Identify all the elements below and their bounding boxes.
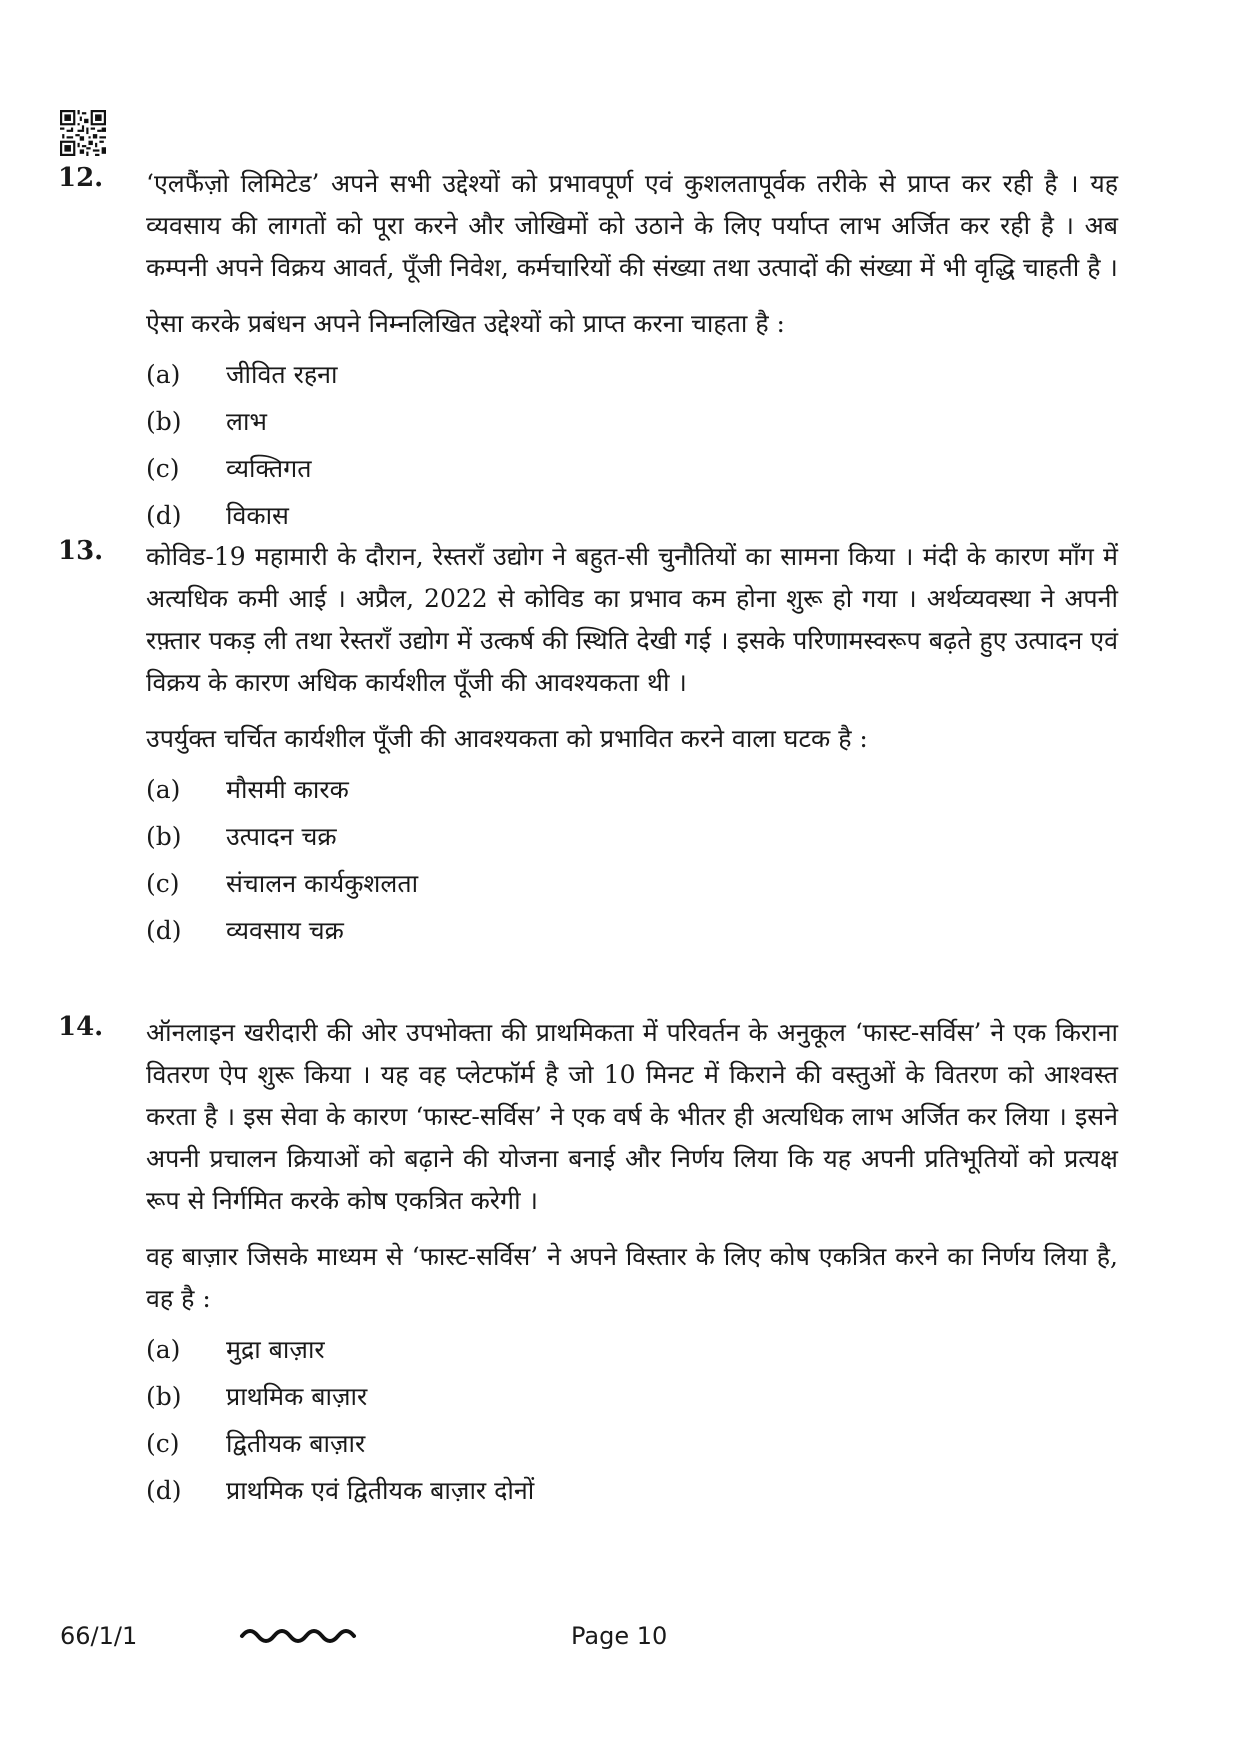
question-paragraph: ‘एलफैंज़ो लिमिटेड’ अपने सभी उद्देश्यों को प्रभावपूर्ण एवं कुशलतापूर्वक तरीके से प्राप्त कर रही है । यह व्यवसाय की लागतों को पूरा करने और जोखिमों को उठाने के लिए पर्याप्त लाभ अर्जित कर रही है । अब कम्पनी अपने विक्रय आवर्त, पूँजी निवेश, कर्मचारियों की संख्या तथा उत्पादों की संख्या में भी वृद्धि चाहती है । [146,169,1118,282]
tilde-ornament-icon [238,1620,358,1650]
option-a[interactable] [146,1326,1118,1373]
question-number: 14. [58,1012,104,1042]
options-list [146,351,1118,539]
option-b[interactable] [146,398,1118,445]
option-label: (d) [146,501,182,530]
option-text: विकास [226,501,289,530]
option-text: संचालन कार्यकुशलता [226,869,419,898]
qr-code [60,110,106,156]
option-text: द्वितीयक बाज़ार [226,1429,366,1458]
option-label: (c) [146,869,180,898]
options-list [146,1326,1118,1514]
option-a[interactable] [146,766,1118,813]
option-label: (a) [146,775,181,804]
question-number: 13. [58,536,104,566]
option-b[interactable] [146,1373,1118,1420]
question-13 [58,536,1118,954]
question-paragraph: कोविड-19 महामारी के दौरान, रेस्तराँ उद्योग ने बहुत-सी चुनौतियों का सामना किया । मंदी के कारण माँग में अत्यधिक कमी आई । अप्रैल, 2022 से कोविड का प्रभाव कम होना शुरू हो गया । अर्थव्यवस्था ने अपनी रफ़्तार पकड़ ली तथा रेस्तराँ उद्योग में उत्कर्ष की स्थिति देखी गई । इसके परिणामस्वरूप बढ़ते हुए उत्पादन एवं विक्रय के कारण अधिक कार्यशील पूँजी की आवश्यकता थी । [146,542,1118,697]
option-text: व्यवसाय चक्र [226,916,344,945]
option-label: (c) [146,454,180,483]
option-label: (b) [146,822,182,851]
option-a[interactable] [146,351,1118,398]
option-c[interactable] [146,1420,1118,1467]
options-list [146,766,1118,954]
option-d[interactable] [146,492,1118,539]
question-number: 12. [58,163,104,193]
option-text: व्यक्तिगत [226,454,312,483]
question-stem: वह बाज़ार जिसके माध्यम से ‘फास्ट-सर्विस’ ने अपने विस्तार के लिए कोष एकत्रित करने का निर्णय लिया है, वह है : [146,1242,1118,1313]
paper-code: 66/1/1 [60,1622,138,1650]
option-text: प्राथमिक एवं द्वितीयक बाज़ार दोनों [226,1476,535,1505]
option-text: मुद्रा बाज़ार [226,1335,325,1364]
option-label: (d) [146,1476,182,1505]
option-text: लाभ [226,407,268,436]
question-stem: उपर्युक्त चर्चित कार्यशील पूँजी की आवश्यकता को प्रभावित करने वाला घटक है : [146,724,868,753]
page-number: Page 10 [571,1622,668,1650]
option-label: (b) [146,1382,182,1411]
question-12 [58,163,1118,539]
option-label: (a) [146,360,181,389]
question-paragraph: ऑनलाइन खरीदारी की ओर उपभोक्ता की प्राथमिकता में परिवर्तन के अनुकूल ‘फास्ट-सर्विस’ ने एक किराना वितरण ऐप शुरू किया । यह वह प्लेटफॉर्म है जो 10 मिनट में किराने की वस्तुओं के वितरण को आश्वस्त करता है । इस सेवा के कारण ‘फास्ट-सर्विस’ ने एक वर्ष के भीतर ही अत्यधिक लाभ अर्जित कर लिया । इसने अपनी प्रचालन क्रियाओं को बढ़ाने की योजना बनाई और निर्णय लिया कि यह अपनी प्रतिभूतियों को प्रत्यक्ष रूप से निर्गमित करके कोष एकत्रित करेगी । [146,1018,1118,1215]
option-d[interactable] [146,1467,1118,1514]
option-text: जीवित रहना [226,360,338,389]
option-label: (b) [146,407,182,436]
question-14 [58,1012,1118,1514]
option-text: प्राथमिक बाज़ार [226,1382,368,1411]
option-label: (c) [146,1429,180,1458]
option-b[interactable] [146,813,1118,860]
option-label: (d) [146,916,182,945]
option-c[interactable] [146,445,1118,492]
option-c[interactable] [146,860,1118,907]
option-text: मौसमी कारक [226,775,349,804]
page-footer [0,1622,1241,1662]
question-stem: ऐसा करके प्रबंधन अपने निम्नलिखित उद्देश्यों को प्राप्त करना चाहता है : [146,309,785,338]
option-text: उत्पादन चक्र [226,822,337,851]
option-label: (a) [146,1335,181,1364]
option-d[interactable] [146,907,1118,954]
